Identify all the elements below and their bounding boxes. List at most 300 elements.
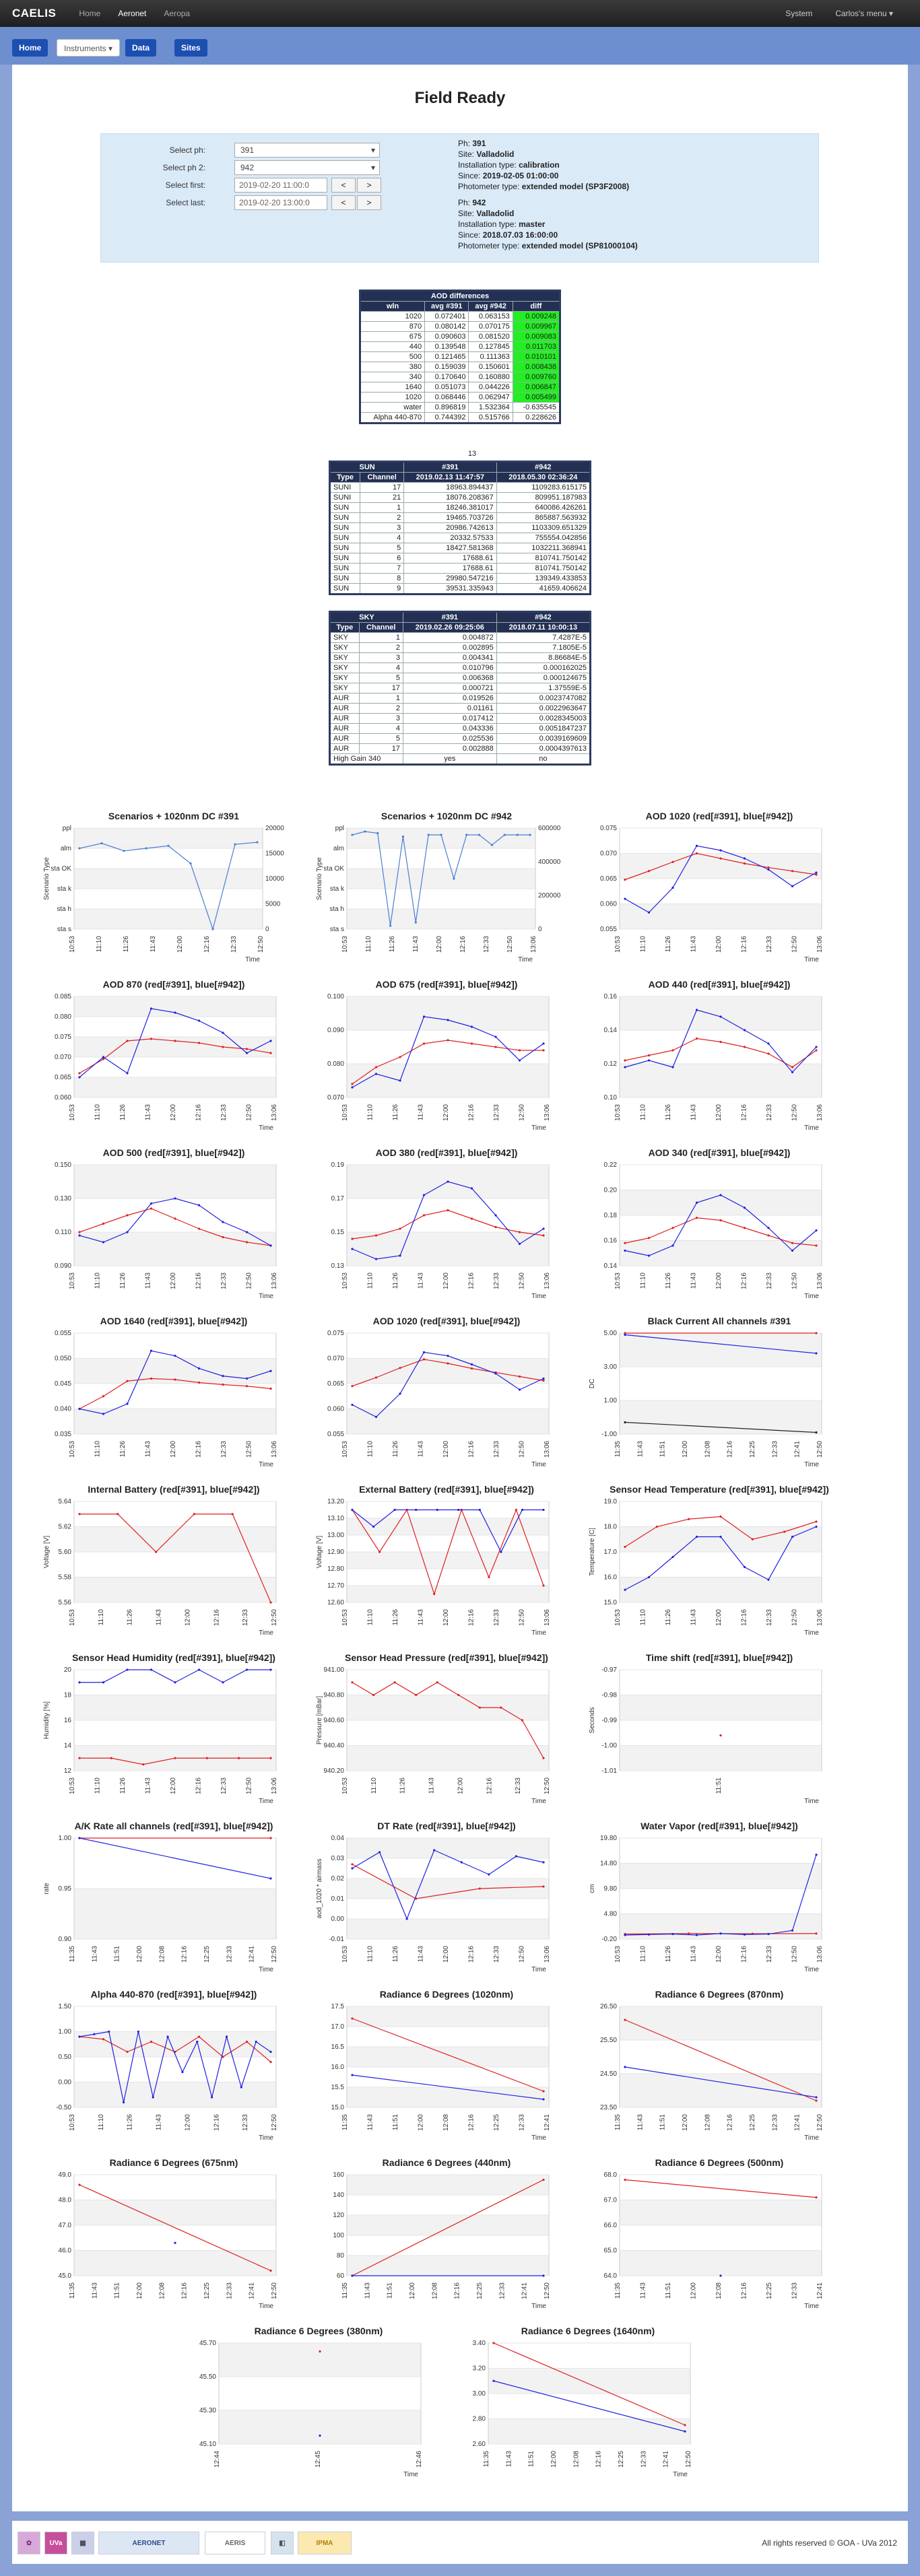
table-cell: 865887.563932 — [496, 513, 590, 523]
instruments-menu-button[interactable]: Instruments ▾ — [57, 39, 120, 57]
x-tick-label: 10:53 — [614, 1946, 622, 1963]
chart-svg — [453, 2326, 723, 2487]
data-point — [671, 1244, 673, 1246]
data-point — [624, 2066, 626, 2068]
x-tick-label: 11:43 — [364, 2282, 372, 2299]
x-tick-label: 12:50 — [816, 1441, 824, 1458]
table-cell: 0.006847 — [513, 382, 560, 393]
table-cell: SKY — [330, 653, 360, 663]
chart-13[interactable] — [39, 1484, 308, 1646]
chart-svg — [312, 811, 581, 972]
x-tick-label: 12:33 — [518, 2114, 526, 2132]
x-tick-label: 12:41 — [248, 1946, 256, 1963]
data-point — [399, 1254, 401, 1256]
chart-23[interactable] — [312, 1989, 581, 2150]
data-point — [423, 1015, 425, 1017]
select-ph-row — [101, 142, 357, 158]
data-point — [415, 921, 417, 923]
x-tick-label: 12:33 — [226, 1946, 234, 1963]
x-axis-label: Time — [259, 2303, 273, 2310]
data-point — [815, 1229, 817, 1231]
y-tick-label: 47.0 — [58, 2222, 71, 2229]
y-tick-label: 3.00 — [472, 2390, 486, 2398]
ph1-type-value: extended model (SP3F2008) — [521, 182, 630, 191]
chart-18[interactable] — [585, 1652, 854, 1814]
nav-home[interactable]: Home — [79, 9, 101, 18]
chart-24[interactable] — [585, 1989, 854, 2150]
chart-3[interactable] — [585, 811, 854, 972]
x-tick-label: 12:00 — [170, 1441, 177, 1458]
x-tick-label: 12:50 — [518, 1441, 526, 1458]
chart-title: AOD 340 (red[#391], blue[#942]) — [648, 1147, 791, 1158]
uva-logo: UVa — [44, 2532, 67, 2554]
ph2-site-value: Valladolid — [476, 209, 515, 218]
data-point — [471, 1042, 473, 1044]
x-tick-label: 11:26 — [126, 1609, 134, 1626]
grid-band — [347, 1359, 549, 1384]
chart-29[interactable] — [453, 2326, 723, 2487]
x-tick-label: 12:50 — [506, 936, 514, 953]
y-tick-label: 3.00 — [603, 1363, 617, 1371]
y-tick-label: 15.0 — [331, 2104, 344, 2111]
chart-svg — [312, 979, 581, 1141]
y-tick-label: 0.070 — [327, 1355, 344, 1363]
user-menu[interactable]: Carlos's menu ▾ — [835, 9, 893, 18]
grid-band — [620, 1864, 822, 1889]
x-tick-label: 13:06 — [544, 1273, 551, 1290]
y-tick-label: 0.18 — [603, 1212, 617, 1219]
grid-band — [219, 2343, 421, 2377]
x-tick-label: 11:26 — [392, 1946, 399, 1963]
chart-17[interactable] — [312, 1652, 581, 1814]
last-next-button[interactable]: > — [357, 195, 381, 210]
grid-band — [347, 1409, 549, 1435]
chart-title: AOD 1640 (red[#391], blue[#942]) — [100, 1316, 248, 1326]
data-point — [500, 1551, 502, 1553]
data-point — [815, 1932, 817, 1934]
chart-title: Sensor Head Humidity (red[#391], blue[#942]) — [72, 1652, 275, 1663]
chart-2[interactable] — [312, 811, 581, 972]
data-point — [494, 1372, 496, 1374]
nav-system[interactable]: System — [785, 9, 813, 18]
data-point — [415, 1509, 417, 1511]
first-prev-button[interactable]: < — [331, 178, 356, 193]
x-tick-label: 13:06 — [816, 1946, 824, 1963]
table-cell: 1103309.651329 — [496, 523, 590, 533]
table-cell: 139349.433853 — [496, 574, 590, 584]
y-tick-label: 17.0 — [603, 1549, 617, 1556]
data-point — [624, 1546, 626, 1548]
x-tick-label: 11:51 — [386, 2282, 394, 2299]
x-tick-label: 12:33 — [242, 2114, 250, 2132]
x-tick-label: 13:06 — [544, 1104, 551, 1122]
x-axis-label: Time — [518, 956, 533, 963]
x-tick-label: 11:35 — [69, 2282, 76, 2299]
chart-22[interactable] — [39, 1989, 308, 2150]
data-point — [542, 1509, 544, 1511]
data-point — [189, 862, 191, 865]
data-point — [126, 1380, 128, 1382]
table-cell: SKY — [330, 683, 360, 693]
table-cell: 0.008438 — [513, 362, 560, 372]
chart-19[interactable] — [39, 1821, 308, 1982]
ph2-inst-value: master — [519, 219, 546, 229]
table-cell: 0.000721 — [403, 683, 496, 693]
x-tick-label: 12:33 — [771, 2114, 779, 2132]
x-tick-label: 12:00 — [184, 2114, 192, 2132]
x-tick-label: 11:10 — [370, 1777, 378, 1794]
data-point — [447, 1362, 449, 1364]
y-tick-label: 0.065 — [599, 875, 617, 883]
x-axis-label: Time — [673, 2471, 688, 2478]
data-point — [174, 1197, 176, 1199]
right-tick-label: 600000 — [538, 825, 561, 832]
copyright-text: All rights reserved © GOA - UVa 2012 — [762, 2538, 897, 2548]
grid-band — [74, 909, 263, 929]
chart-5[interactable] — [312, 979, 581, 1141]
chart-12[interactable] — [585, 1316, 854, 1477]
table-cell: 0.009760 — [513, 372, 560, 382]
data-point — [719, 849, 721, 851]
y-tick-label: 0.060 — [327, 1405, 344, 1413]
y-tick-label: -0.97 — [601, 1666, 617, 1674]
y-tick-label: 0.14 — [603, 1262, 617, 1270]
data-point — [696, 845, 698, 847]
x-tick-label: 11:10 — [94, 1104, 102, 1121]
x-tick-label: 12:00 — [682, 1441, 689, 1458]
table-cell: 0.063153 — [469, 312, 513, 322]
x-tick-label: 11:43 — [366, 2114, 374, 2131]
chart-20[interactable] — [312, 1821, 581, 1982]
data-point — [521, 1719, 523, 1721]
x-tick-label: 11:10 — [366, 1609, 374, 1626]
x-axis-label: Time — [245, 956, 260, 963]
y-tick-label: 45.30 — [199, 2407, 216, 2414]
ipma-logo: IPMA — [298, 2532, 352, 2554]
data-point — [222, 1384, 224, 1386]
select-first-row — [101, 177, 372, 193]
table-cell: 5 — [360, 543, 404, 553]
x-tick-label: 12:00 — [136, 1946, 143, 1963]
nav-aeronet[interactable]: Aeronet — [118, 9, 147, 18]
data-point — [198, 1367, 200, 1369]
ph2-since-label: Since: — [458, 230, 483, 240]
data-point — [150, 1350, 152, 1352]
x-tick-label: 12:00 — [457, 1777, 465, 1795]
chart-28[interactable] — [184, 2326, 453, 2487]
y-tick-label: 1.00 — [58, 1835, 71, 1842]
x-tick-label: 12:16 — [467, 2114, 475, 2132]
table-cell: 0.072401 — [425, 312, 469, 322]
data-point — [719, 1516, 721, 1518]
chart-26[interactable] — [312, 2157, 581, 2319]
y-tick-label: 0.00 — [58, 2078, 71, 2087]
y-tick-label: 16 — [63, 1717, 71, 1724]
sun_table-title-row — [330, 462, 591, 473]
table-cell: SUN — [330, 564, 360, 574]
y-tick-label: 0.040 — [54, 1405, 71, 1413]
data-point — [174, 1011, 176, 1013]
y-tick-label: ppl — [335, 825, 344, 832]
table-cell: 0.0051847237 — [496, 724, 590, 734]
table-cell: AUR — [330, 693, 360, 704]
x-tick-label: 12:16 — [740, 936, 748, 953]
x-tick-label: 12:33 — [220, 1441, 228, 1458]
x-tick-label: 11:51 — [527, 2451, 535, 2468]
x-tick-label: 13:06 — [816, 1104, 824, 1122]
table-cell: 0.170640 — [425, 372, 469, 382]
table-cell: 0.051073 — [425, 382, 469, 393]
y-tick-label: 15.0 — [603, 1599, 617, 1606]
first-next-button[interactable]: > — [357, 178, 381, 193]
table-cell: SKY — [330, 663, 360, 673]
table-row — [360, 352, 560, 362]
data-point — [648, 1576, 650, 1578]
x-tick-label: 11:26 — [392, 1104, 399, 1121]
data-point — [719, 1194, 721, 1196]
table-cell: 8.86684E-5 — [496, 653, 590, 663]
grid-band — [347, 1695, 549, 1721]
aod-header-cell: avg #391 — [425, 302, 469, 312]
data-point — [351, 1248, 353, 1250]
y-tick-label: -0.99 — [601, 1717, 617, 1724]
table-cell: AUR — [330, 704, 360, 714]
table-cell: 18963.894437 — [404, 483, 496, 493]
x-tick-label: 12:33 — [515, 1777, 523, 1795]
x-tick-label: 11:10 — [97, 2114, 105, 2131]
y-tick-label: 0.01 — [331, 1895, 344, 1903]
chart-6[interactable] — [585, 979, 854, 1141]
table-cell: 18246.381017 — [404, 503, 496, 513]
y-axis-label: Voltage [V] — [316, 1535, 323, 1569]
x-tick-label: 12:45 — [315, 2451, 322, 2468]
x-tick-label: 12:50 — [791, 1104, 799, 1122]
table-row — [330, 493, 591, 503]
grid-band — [219, 2410, 421, 2444]
series-line — [79, 1670, 271, 1683]
y-tick-label: 0.060 — [54, 1094, 71, 1101]
data-point — [624, 1334, 626, 1336]
x-tick-label: 12:16 — [203, 936, 211, 953]
grid-band — [347, 1919, 549, 1939]
sites-button[interactable]: Sites — [174, 39, 207, 57]
select-ph2-dropdown[interactable]: 942 ▾ — [234, 160, 380, 175]
chart-9[interactable] — [585, 1147, 854, 1309]
chart-10[interactable] — [39, 1316, 308, 1477]
ph2-value: 942 — [472, 198, 486, 207]
x-axis-label: Time — [259, 1629, 273, 1637]
x-tick-label: 11:35 — [483, 2451, 490, 2468]
y-tick-label: 0.14 — [603, 1027, 617, 1034]
data-point — [542, 1757, 544, 1759]
x-tick-label: 12:33 — [493, 1104, 500, 1122]
x-tick-label: 11:26 — [392, 1609, 399, 1626]
aod-differences-table — [359, 290, 561, 424]
chart-15[interactable] — [585, 1484, 854, 1646]
data-point — [269, 1877, 271, 1879]
table-cell: 0.017412 — [403, 714, 496, 724]
data-point — [447, 1039, 449, 1041]
data-point — [815, 1352, 817, 1354]
data-point — [515, 1509, 517, 1511]
chart-title: Radiance 6 Degrees (675nm) — [109, 2157, 238, 2168]
grid-band — [620, 2251, 822, 2276]
data-point — [174, 1040, 176, 1042]
nav-aeropa[interactable]: Aeropa — [164, 9, 191, 18]
x-tick-label: 12:00 — [715, 1273, 723, 1290]
chart-27[interactable] — [585, 2157, 854, 2319]
data-point — [519, 1388, 521, 1390]
grid-band — [347, 2047, 549, 2067]
x-tick-label: 12:50 — [245, 1104, 253, 1122]
sun_table-ph2: #942 — [496, 462, 590, 473]
x-tick-label: 12:50 — [518, 1104, 526, 1122]
data-point — [671, 861, 673, 863]
table-cell: 21 — [360, 493, 404, 503]
data-point — [815, 1046, 817, 1048]
data-point — [166, 2035, 168, 2037]
chart-8[interactable] — [312, 1147, 581, 1309]
data-point — [246, 1378, 248, 1380]
data-button[interactable]: Data — [125, 39, 156, 57]
select-first-input[interactable]: 2019-02-20 11:00:0 — [234, 178, 327, 193]
chart-1[interactable] — [39, 811, 308, 972]
x-tick-label: 12:41 — [793, 2114, 801, 2132]
x-tick-label: 10:53 — [69, 1273, 76, 1290]
y-tick-label: 19.0 — [603, 1498, 617, 1505]
x-tick-label: 11:43 — [91, 2282, 99, 2299]
x-tick-label: 12:33 — [242, 1609, 250, 1627]
x-tick-label: 11:43 — [417, 1104, 425, 1121]
x-tick-label: 12:33 — [220, 1273, 228, 1290]
grid-band — [347, 1746, 549, 1771]
data-point — [174, 1378, 176, 1380]
data-point — [494, 1214, 496, 1216]
grid-band — [488, 2419, 690, 2445]
ph1-inst-label: Installation type: — [458, 160, 519, 170]
chart-11[interactable] — [312, 1316, 581, 1477]
data-point — [744, 1207, 746, 1209]
data-point — [78, 1408, 80, 1410]
grid-band — [347, 1232, 549, 1266]
chart-21[interactable] — [585, 1821, 854, 1982]
data-point — [351, 1086, 353, 1088]
x-tick-label: 11:10 — [97, 1609, 105, 1626]
data-point — [478, 834, 480, 836]
aeris-logo: AERIS — [205, 2532, 265, 2554]
chart-7[interactable] — [39, 1147, 308, 1309]
chart-title: Internal Battery (red[#391], blue[#942]) — [88, 1484, 260, 1495]
x-tick-label: 11:35 — [614, 2114, 622, 2131]
table-cell: 675 — [360, 332, 425, 342]
x-tick-label: 12:16 — [467, 1104, 475, 1122]
data-point — [519, 1059, 521, 1061]
data-point — [491, 844, 493, 846]
table-cell: AUR — [330, 734, 360, 744]
x-tick-label: 13:06 — [271, 1777, 278, 1795]
table-cell: 810741.750142 — [496, 564, 590, 574]
grid-band — [74, 1232, 276, 1266]
table-cell: SKY — [330, 673, 360, 683]
logo-icon-3: ▦ — [71, 2532, 94, 2554]
data-point — [269, 1052, 271, 1054]
data-point — [78, 1231, 80, 1233]
grid-band — [620, 1400, 822, 1434]
table-cell: SUN — [330, 513, 360, 523]
x-tick-label: 13:06 — [816, 1273, 824, 1290]
y-tick-label: 1.50 — [58, 2003, 71, 2010]
ph1-label: Ph: — [458, 139, 473, 148]
data-point — [624, 1059, 626, 1061]
chart-4[interactable] — [39, 979, 308, 1141]
data-point — [211, 2096, 213, 2098]
y-tick-label: 5.64 — [58, 1498, 71, 1505]
data-point — [150, 1202, 152, 1205]
x-tick-label: 12:50 — [791, 1946, 799, 1963]
grid-band — [74, 1527, 276, 1553]
sun_table-title: SUN — [330, 462, 404, 473]
x-axis-label: Time — [804, 1629, 819, 1637]
x-tick-label: 12:16 — [180, 1946, 189, 1963]
y-tick-label: 18.0 — [603, 1523, 617, 1531]
chart-16[interactable] — [39, 1652, 308, 1814]
data-point — [174, 2242, 176, 2244]
y-tick-label: 46.0 — [58, 2247, 71, 2255]
x-tick-label: 12:16 — [740, 1609, 748, 1627]
home-button[interactable]: Home — [12, 39, 48, 57]
chart-14[interactable] — [312, 1484, 581, 1646]
data-point — [372, 1526, 374, 1528]
table-cell: 17 — [359, 744, 403, 754]
sun_table-ph1: #391 — [404, 462, 496, 473]
data-point — [767, 1052, 769, 1054]
y-tick-label: 45.10 — [199, 2441, 216, 2448]
y-tick-label: 25.50 — [599, 2037, 617, 2044]
chart-title: Sensor Head Pressure (red[#391], blue[#942]) — [345, 1652, 548, 1663]
right-tick-label: 400000 — [538, 858, 561, 866]
x-tick-label: 13:06 — [530, 936, 537, 953]
x-tick-label: 11:43 — [417, 1273, 425, 1289]
x-tick-label: 13:06 — [544, 1609, 551, 1627]
table-cell: -0.635545 — [513, 403, 560, 413]
x-tick-label: 12:16 — [180, 2282, 189, 2300]
table-cell: 39531.335943 — [404, 584, 496, 595]
chart-25[interactable] — [39, 2157, 308, 2319]
data-point — [394, 1681, 396, 1683]
x-tick-label: 10:53 — [614, 1609, 622, 1627]
data-point — [519, 1049, 521, 1051]
data-point — [815, 1332, 817, 1334]
data-point — [240, 2086, 242, 2088]
brand-logo[interactable]: CAELIS — [12, 7, 57, 20]
data-point — [542, 1227, 544, 1229]
x-tick-label: 12:16 — [740, 1104, 748, 1122]
select-last-input[interactable]: 2019-02-20 13:00:0 — [234, 195, 327, 210]
last-prev-button[interactable]: < — [331, 195, 356, 210]
x-tick-label: 11:26 — [399, 1777, 407, 1794]
data-point — [423, 1351, 425, 1353]
grid-band — [620, 1746, 822, 1771]
table-cell: 1032211.368941 — [496, 543, 590, 553]
select-ph-dropdown[interactable]: 391 ▾ — [234, 143, 380, 158]
x-tick-label: 12:00 — [550, 2451, 558, 2468]
data-point — [624, 2179, 626, 2181]
x-tick-label: 12:50 — [271, 1946, 278, 1963]
data-point — [246, 2041, 248, 2043]
x-tick-label: 12:16 — [467, 1609, 475, 1627]
chart-svg — [39, 1147, 308, 1309]
data-point — [815, 1854, 817, 1856]
